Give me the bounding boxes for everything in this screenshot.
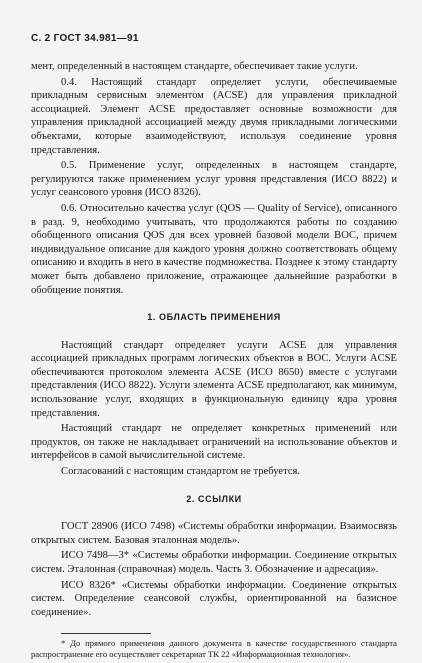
section-1-heading: 1. ОБЛАСТЬ ПРИМЕНЕНИЯ bbox=[147, 312, 281, 323]
intro-paragraph-continuation: мент, определенный в настоящем стандарте, обеспечивает такие услуги. bbox=[31, 61, 358, 72]
reference-item: ГОСТ 28906 (ИСО 7498) «Системы обработки информации. Взаимосвязь открытых систем. Базовая эталонная модель». bbox=[31, 521, 397, 546]
page-header: С. 2 ГОСТ 34.981—91 bbox=[31, 33, 139, 44]
section-1-paragraph: Согласований с настоящим стандартом не требуется. bbox=[61, 466, 301, 478]
section-1-paragraph: Настоящий стандарт не определяет конкретных применений или продуктов, он также не накладывает ограничений на использование объектов и интерфейсов в самой вычислительной системе. bbox=[31, 423, 397, 462]
section-1-paragraph: Настоящий стандарт определяет услуги ACSE для управления ассоциацией прикладных программ логических объектов в ВОС. Услуги ACSE обеспечиваются протоколом элемента ACSE (ИСО 8650) вместе с услугами представления (ИСО 8822). Услуги элемента ACSE предполагают, как минимум, использование услуг, входящих в функциональную единицу ядра уровня представления. bbox=[31, 339, 397, 419]
reference-item: ИСО 7498—3* «Системы обработки информации. Соединение открытых систем. Эталонная (справочная) модель. Часть 3. Обозначение и адресация». bbox=[31, 550, 397, 575]
section-2-heading: 2. ССЫЛКИ bbox=[186, 493, 242, 504]
intro-paragraph-0-5: 0.5. Применение услуг, определенных в настоящем стандарте, регулируются также применением услуг уровня представления (ИСО 8822) и услуг сеансового уровня (ИСО 8326). bbox=[31, 160, 397, 199]
intro-paragraph-0-6: 0.6. Относительно качества услуг (QOS — Quality of Service), описанного в разд. 9, необходимо учитывать, что продолжаются работы по созданию обобщенного описания QOS для всех уровней базовой модели ВОС, причем индивидуальное описание для каждого уровня должно соответствовать общему описанию и входить в него в качестве подмножества. Позднее к этому стандарту может быть добавлено приложение, отражающее дальнейшие разработки в обобщение понятия. bbox=[31, 202, 397, 296]
footnote-divider bbox=[61, 633, 151, 634]
intro-paragraph-0-4: 0.4. Настоящий стандарт определяет услуги, обеспечиваемые прикладным сервисным элементом (ACSE) для управления прикладной ассоциацией. Элемент ACSE предоставляет основные возможности для управления прикладной ассоциацией между двумя прикладными логическими объектами, которые взаимодействуют, используя соединение уровня представления. bbox=[31, 76, 397, 156]
document-body bbox=[31, 60, 397, 660]
footnote: * До прямого применения данного документа в качестве государственного стандарта распространение его осуществляет секретариат ТК 22 «Информационная технология». bbox=[31, 638, 397, 660]
reference-item: ИСО 8326* «Системы обработки информации. Соединение открытых систем. Определение сеансовой службы, ориентированной на базисное соединение». bbox=[31, 579, 397, 618]
